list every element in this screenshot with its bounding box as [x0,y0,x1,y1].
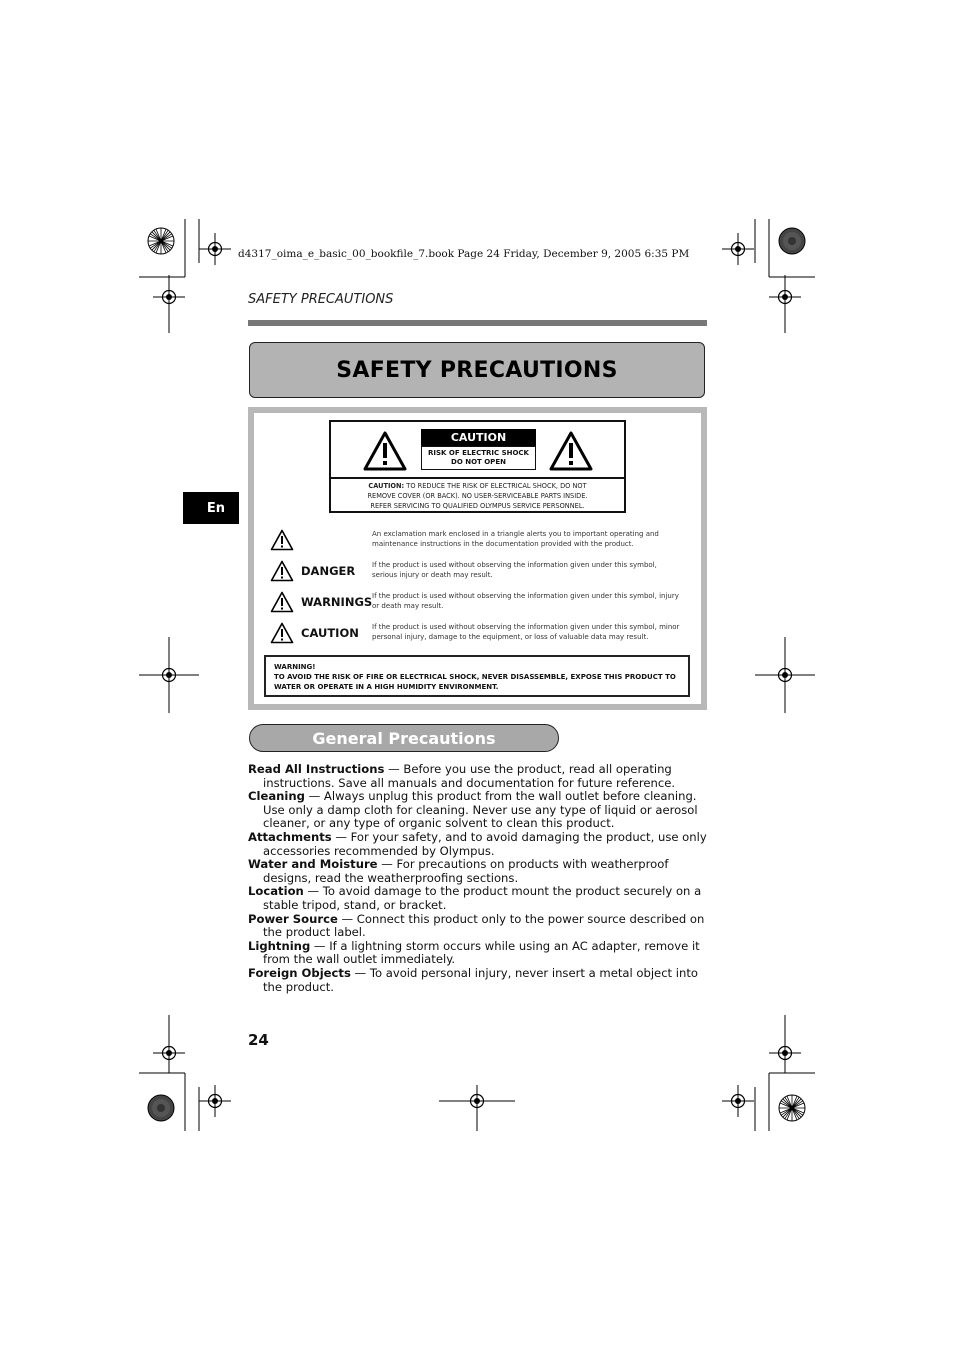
precaution-text: — Connect this product only to the power source described on the product label. [263,911,705,940]
title-box [249,342,705,398]
precaution-text: — Always unplug this product from the wall outlet before cleaning. Use only a damp cloth for cleaning. Never use any type of liquid or aerosol cleaner, or any type of organic solvent to clean this product. [263,789,698,831]
language-tab: En [183,492,239,524]
caution-subheading-line: DO NOT OPEN [451,458,506,466]
caution-text-line: REFER SERVICING TO QUALIFIED OLYMPUS SERVICE PERSONNEL. [370,502,585,510]
precaution-text: — For precautions on products with weatherproof designs, read the weatherproofing sections. [263,857,669,885]
symbol-description: If the product is used without observing the information given under this symbol, serious injury or death may result. [372,561,657,579]
precaution-term: Water and Moisture [248,857,378,872]
list-item [248,940,708,967]
caution-text [339,481,616,511]
warning-title: WARNING! [274,663,316,671]
danger-triangle-icon [270,560,294,582]
caution-text-bold: CAUTION: [368,482,405,490]
symbol-name: DANGER [301,564,356,578]
warning-text: TO AVOID THE RISK OF FIRE OR ELECTRICAL SHOCK, NEVER DISASSEMBLE, EXPOSE THIS PRODUCT TO WATER OR OPERATE IN A HIGH HUMIDITY ENVIRONMENT. [274,673,676,691]
precaution-term: Power Source [248,911,338,926]
list-item [248,790,708,831]
precaution-text: — For your safety, and to avoid damaging the product, use only accessories recommended by Olympus. [263,829,707,858]
symbol-name: CAUTION [301,626,359,640]
list-item [248,858,708,885]
precaution-text: — Before you use the product, read all operating instructions. Save all manuals and documentation for future reference. [263,762,676,790]
symbol-description: If the product is used without observing the information given under this symbol, minor personal injury, damage to the equipment, or loss of valuable data may result. [372,623,680,641]
caution-subheading-line: RISK OF ELECTRIC SHOCK [428,449,529,457]
precaution-term: Foreign Objects [248,965,351,980]
header-rule [248,320,707,326]
section-heading: General Precautions [312,728,496,748]
symbol-description: An exclamation mark enclosed in a triangle alerts you to important operating and maintenance instructions in the documentation provided with the product. [372,530,659,548]
running-head: SAFETY PRECAUTIONS [248,292,394,307]
exclamation-triangle-icon [270,529,294,551]
warnings-triangle-icon [270,591,294,613]
caution-text-line: TO REDUCE THE RISK OF ELECTRICAL SHOCK, DO NOT [404,482,587,490]
warning-triangle-icon [549,431,593,471]
list-item [248,967,708,994]
caution-heading: CAUTION [421,429,536,446]
precautions-list [248,763,708,994]
precaution-text: — If a lightning storm occurs while using an AC adapter, remove it from the wall outlet immediately. [263,938,700,967]
list-item [248,763,708,790]
warning-triangle-icon [363,431,407,471]
warning-box [264,655,690,697]
file-header: d4317_oima_e_basic_00_bookfile_7.book Page 24 Friday, December 9, 2005 6:35 PM [238,248,690,260]
caution-text-line: REMOVE COVER (OR BACK). NO USER-SERVICEABLE PARTS INSIDE. [367,492,588,500]
general-precautions-banner [249,724,559,752]
page-title: SAFETY PRECAUTIONS [336,357,618,383]
symbol-name: WARNINGS [301,595,373,609]
caution-subheading [421,446,536,470]
precaution-term: Lightning [248,938,311,953]
list-item [248,885,708,912]
list-item [248,913,708,940]
precaution-term: Cleaning [248,789,305,804]
symbol-description: If the product is used without observing the information given under this symbol, injury or death may result. [372,592,679,610]
precaution-term: Read All Instructions [248,762,385,776]
precaution-term: Location [248,884,304,899]
list-item [248,831,708,858]
caution-divider [331,477,624,479]
precaution-text: — To avoid personal injury, never insert a metal object into the product. [263,965,699,994]
caution-triangle-icon [270,622,294,644]
page-number: 24 [248,1031,269,1049]
caution-label [329,420,626,513]
precaution-text: — To avoid damage to the product mount the product securely on a stable tripod, stand, or bracket. [263,884,702,912]
precaution-term: Attachments [248,829,332,844]
